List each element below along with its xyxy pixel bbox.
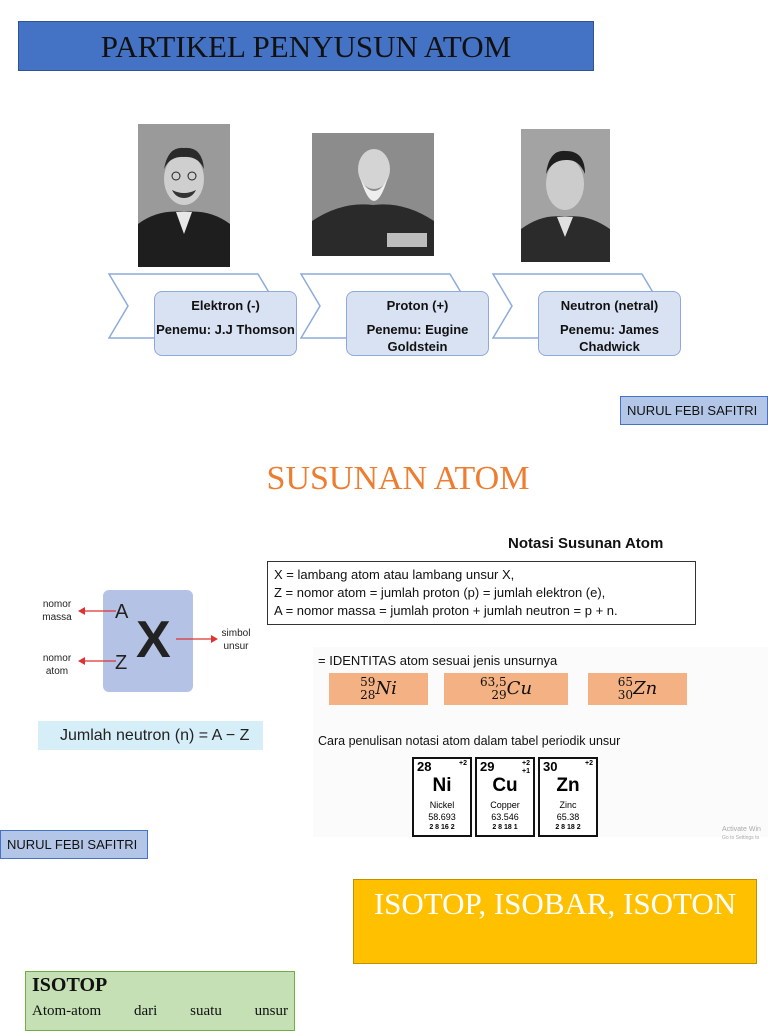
particle-discoverer: Penemu: J.J Thomson <box>156 322 295 337</box>
particle-box-proton <box>346 291 489 356</box>
atomic-number: 28 <box>360 688 376 702</box>
isotop-heading: ISOTOP <box>32 974 108 996</box>
letter-x: X <box>136 611 171 669</box>
letter-z: Z <box>115 652 128 674</box>
cell-number: 30 <box>543 759 558 774</box>
arrow-simbol-unsur <box>174 634 218 644</box>
cell-name: Zinc <box>559 800 577 810</box>
slide3-title: ISOTOP, ISOBAR, ISOTON <box>353 879 757 964</box>
cell-oxidation: +2 +1 <box>522 760 530 775</box>
cell-config: 2 8 18 1 <box>492 824 518 831</box>
atomic-number: 30 <box>617 688 634 702</box>
cell-number: 28 <box>417 759 432 774</box>
isotop-box <box>25 971 295 1031</box>
definition-line: Z = nomor atom = jumlah proton (p) = jumlah elektron (e), <box>274 585 606 600</box>
portrait-chadwick <box>521 129 610 262</box>
periodic-cell-cu <box>475 757 535 837</box>
definition-box <box>267 561 696 625</box>
slide1-title: PARTIKEL PENYUSUN ATOM <box>18 21 594 71</box>
atomic-number: 29 <box>491 688 507 702</box>
watermark-line: Go to Settings to <box>722 835 760 841</box>
particle-name: Proton (+) <box>386 298 449 313</box>
particle-name: Neutron (netral) <box>560 298 659 313</box>
identitas-text: = IDENTITAS atom sesuai jenis unsurnya <box>318 653 558 668</box>
cell-name: Nickel <box>429 800 455 810</box>
definition-line: X = lambang atom atau lambang unsur X, <box>274 567 515 582</box>
isotope-zn <box>588 673 687 705</box>
arrow-nomor-atom <box>78 656 118 666</box>
mass-number: 59 <box>360 675 376 689</box>
cell-config: 2 8 18 2 <box>555 824 581 831</box>
particle-box-neutron <box>538 291 681 356</box>
mass-number: 65 <box>617 675 634 689</box>
portrait-thomson <box>138 124 230 267</box>
author-tag-1: NURUL FEBI SAFITRI <box>620 396 768 425</box>
particle-discoverer: Penemu: James Chadwick <box>560 322 659 354</box>
periodic-cell-zn <box>538 757 598 837</box>
particle-discoverer: Penemu: Eugine Goldstein <box>366 322 469 354</box>
neutron-formula: Jumlah neutron (n) = A − Z <box>38 721 263 750</box>
cell-symbol: Zn <box>556 775 580 796</box>
label-simbol-unsur: simbol unsur <box>221 628 251 652</box>
label-nomor-atom: nomor atom <box>42 653 72 677</box>
author-tag-2: NURUL FEBI SAFITRI <box>0 830 148 859</box>
isotope-ni <box>329 673 428 705</box>
cell-mass: 63.546 <box>491 812 519 822</box>
slide2-title: SUSUNAN ATOM <box>266 460 530 497</box>
activation-watermark <box>722 826 761 842</box>
arrow-nomor-massa <box>78 606 118 616</box>
label-nomor-massa: nomor massa <box>42 599 72 623</box>
watermark-line: Activate Win <box>722 826 761 833</box>
periodic-cell-ni <box>412 757 472 837</box>
mass-number: 63,5 <box>479 675 507 689</box>
isotop-text: Atom-atom dari suatu unsur <box>32 1003 288 1019</box>
cell-number: 29 <box>480 759 495 774</box>
isotope-cu <box>444 673 568 705</box>
particle-name: Elektron (-) <box>191 298 260 313</box>
letter-a: A <box>115 601 129 623</box>
notasi-title: Notasi Susunan Atom <box>508 535 664 552</box>
cell-mass: 58.693 <box>428 812 456 822</box>
cara-text: Cara penulisan notasi atom dalam tabel periodik unsur <box>318 734 621 748</box>
cell-oxidation: +2 <box>459 760 467 767</box>
cell-oxidation: +2 <box>585 760 593 767</box>
portrait-goldstein <box>312 133 434 256</box>
cell-config: 2 8 16 2 <box>429 824 455 831</box>
cell-name: Copper <box>490 800 520 810</box>
element-symbol: Zn <box>633 678 658 699</box>
cell-mass: 65.38 <box>556 812 580 822</box>
particle-box-elektron <box>154 291 297 356</box>
element-symbol: Ni <box>375 678 397 699</box>
definition-line: A = nomor massa = jumlah proton + jumlah neutron = p + n. <box>274 603 618 618</box>
element-symbol: Cu <box>506 678 533 699</box>
cell-symbol: Cu <box>492 775 518 796</box>
cell-symbol: Ni <box>432 775 452 796</box>
